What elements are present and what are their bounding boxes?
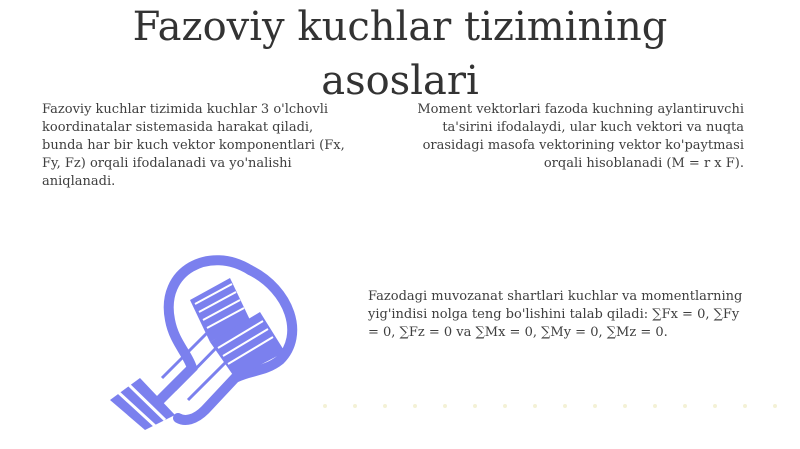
paragraph-left: Fazoviy kuchlar tizimida kuchlar 3 o'lchovli koordinatalar sistemasida harakat qiladi, bunda har bir kuch vektor komponentlari (Fx, Fy, Fz) orqali ifodalanadi va yo'nalishi aniqlanadi. bbox=[42, 102, 345, 189]
lightbulb-book-icon bbox=[100, 250, 310, 430]
decorative-dots bbox=[315, 396, 800, 416]
paragraph-bottom: Fazodagi muvozanat shartlari kuchlar va momentlarning yig'indisi nolga teng bo'lishini talab qiladi: ∑Fx = 0, ∑Fy = 0, ∑Fz = 0 va ∑Mx = 0, ∑My = 0, ∑Mz = 0. bbox=[368, 289, 743, 340]
paragraph-right: Moment vektorlari fazoda kuchning aylantiruvchi ta'sirini ifodalaydi, ular kuch vektori va nuqta orasidagi masofa vektorining vektor ko'paytmasi orqali hisoblanadi (M = r x F). bbox=[417, 102, 744, 171]
slide-title: Fazoviy kuchlar tizimining asoslari bbox=[132, 4, 668, 104]
